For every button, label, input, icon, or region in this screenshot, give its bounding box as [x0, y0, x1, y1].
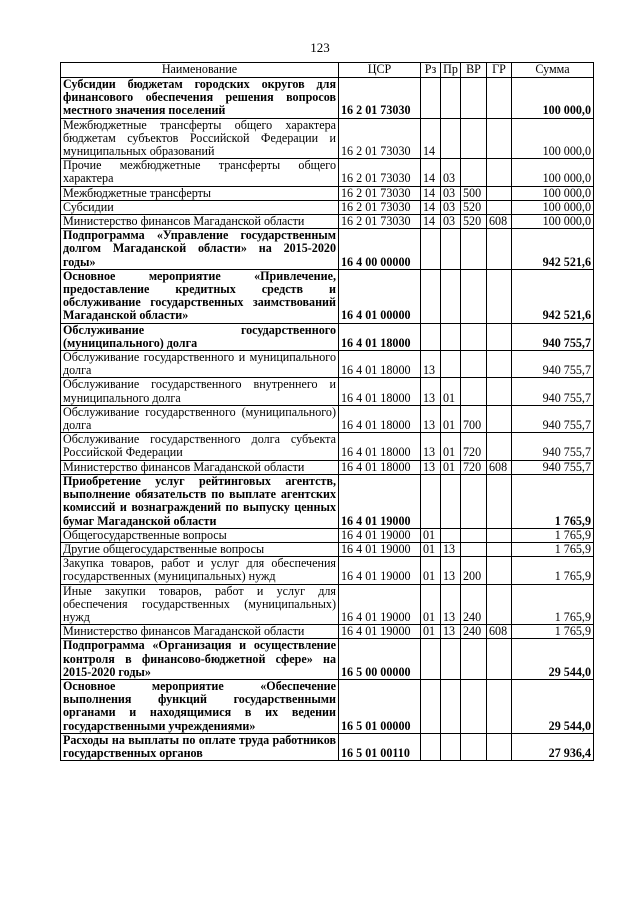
table-row	[61, 625, 594, 639]
row-pr: 03	[441, 159, 461, 186]
row-pr: 13	[441, 625, 461, 639]
row-name: Обслуживание государственного внутреннего и муниципального долга	[61, 378, 339, 405]
table-row	[61, 557, 594, 584]
header-rz: Рз	[421, 63, 441, 78]
table-row	[61, 733, 594, 760]
row-vr: 500	[461, 186, 487, 200]
row-csr-code: 16 4 01 18000	[339, 351, 421, 378]
row-name: Основное мероприятие «Привлечение, предоставление кредитных средств и обслуживание государственных заимствований Магаданской области»	[61, 269, 339, 323]
row-name: Прочие межбюджетные трансферты общего характера	[61, 159, 339, 186]
table-body	[61, 78, 594, 761]
row-pr	[441, 323, 461, 350]
row-name: Обслуживание государственного (муниципального) долга	[61, 405, 339, 432]
row-vr	[461, 351, 487, 378]
row-sum: 1 765,9	[512, 625, 594, 639]
row-vr: 720	[461, 460, 487, 474]
row-gr	[487, 528, 512, 542]
budget-table	[60, 62, 594, 761]
row-csr-code: 16 2 01 73030	[339, 159, 421, 186]
row-name: Подпрограмма «Организация и осуществление контроля в финансово-бюджетной сфере» на 2015-2020 годы»	[61, 639, 339, 680]
row-pr	[441, 351, 461, 378]
row-csr-code: 16 4 01 19000	[339, 528, 421, 542]
table-row	[61, 405, 594, 432]
row-gr	[487, 733, 512, 760]
table-row	[61, 78, 594, 119]
row-pr	[441, 733, 461, 760]
row-sum: 29 544,0	[512, 639, 594, 680]
row-sum: 100 000,0	[512, 118, 594, 159]
row-csr-code: 16 5 00 00000	[339, 639, 421, 680]
table-row	[61, 460, 594, 474]
row-vr	[461, 118, 487, 159]
row-vr	[461, 679, 487, 733]
row-name: Приобретение услуг рейтинговых агентств, выполнение обязательств по выплате агентских комиссий и вознаграждений по выпуску ценных бумаг Магаданской области	[61, 474, 339, 528]
row-pr: 13	[441, 542, 461, 556]
row-rz: 14	[421, 159, 441, 186]
row-rz	[421, 474, 441, 528]
row-rz	[421, 639, 441, 680]
row-csr-code: 16 2 01 73030	[339, 200, 421, 214]
row-gr: 608	[487, 460, 512, 474]
table-row	[61, 433, 594, 460]
row-sum: 940 755,7	[512, 351, 594, 378]
row-rz: 14	[421, 186, 441, 200]
row-vr: 720	[461, 433, 487, 460]
row-name: Закупка товаров, работ и услуг для обеспечения государственных (муниципальных) нужд	[61, 557, 339, 584]
row-pr	[441, 269, 461, 323]
row-vr: 700	[461, 405, 487, 432]
row-gr	[487, 557, 512, 584]
table-row	[61, 118, 594, 159]
row-gr	[487, 323, 512, 350]
row-name: Другие общегосударственные вопросы	[61, 542, 339, 556]
row-rz	[421, 78, 441, 119]
row-sum: 100 000,0	[512, 215, 594, 229]
row-pr: 13	[441, 584, 461, 625]
row-csr-code: 16 4 01 18000	[339, 433, 421, 460]
row-pr	[441, 229, 461, 270]
row-vr: 520	[461, 200, 487, 214]
row-rz: 14	[421, 200, 441, 214]
row-name: Обслуживание государственного (муниципального) долга	[61, 323, 339, 350]
row-vr	[461, 78, 487, 119]
row-rz: 14	[421, 118, 441, 159]
header-name: Наименование	[61, 63, 339, 78]
row-gr	[487, 269, 512, 323]
row-rz	[421, 323, 441, 350]
row-name: Министерство финансов Магаданской области	[61, 460, 339, 474]
table-row	[61, 186, 594, 200]
row-csr-code: 16 4 00 00000	[339, 229, 421, 270]
row-csr-code: 16 4 01 18000	[339, 378, 421, 405]
row-csr-code: 16 2 01 73030	[339, 118, 421, 159]
row-gr	[487, 351, 512, 378]
row-rz: 13	[421, 405, 441, 432]
row-pr: 01	[441, 378, 461, 405]
row-csr-code: 16 5 01 00110	[339, 733, 421, 760]
row-gr	[487, 584, 512, 625]
row-rz: 13	[421, 460, 441, 474]
row-name: Обслуживание государственного и муниципального долга	[61, 351, 339, 378]
row-rz: 13	[421, 351, 441, 378]
row-vr	[461, 528, 487, 542]
row-gr	[487, 186, 512, 200]
table-row	[61, 679, 594, 733]
row-name: Межбюджетные трансферты общего характера бюджетам субъектов Российской Федерации и муниципальных образований	[61, 118, 339, 159]
table-row	[61, 378, 594, 405]
table-row	[61, 528, 594, 542]
row-pr	[441, 78, 461, 119]
row-csr-code: 16 2 01 73030	[339, 78, 421, 119]
row-pr: 01	[441, 405, 461, 432]
row-sum: 940 755,7	[512, 405, 594, 432]
row-rz	[421, 229, 441, 270]
row-sum: 940 755,7	[512, 378, 594, 405]
row-pr	[441, 528, 461, 542]
row-vr	[461, 323, 487, 350]
header-pr: Пр	[441, 63, 461, 78]
row-vr: 240	[461, 625, 487, 639]
row-sum: 100 000,0	[512, 159, 594, 186]
table-row	[61, 159, 594, 186]
row-sum: 940 755,7	[512, 323, 594, 350]
row-gr: 608	[487, 215, 512, 229]
row-csr-code: 16 4 01 18000	[339, 323, 421, 350]
row-name: Обслуживание государственного долга субъекта Российской Федерации	[61, 433, 339, 460]
row-csr-code: 16 4 01 19000	[339, 584, 421, 625]
row-name: Расходы на выплаты по оплате труда работников государственных органов	[61, 733, 339, 760]
row-rz: 01	[421, 557, 441, 584]
row-csr-code: 16 4 01 19000	[339, 542, 421, 556]
row-csr-code: 16 4 01 18000	[339, 460, 421, 474]
row-name: Межбюджетные трансферты	[61, 186, 339, 200]
row-sum: 1 765,9	[512, 474, 594, 528]
table-row	[61, 215, 594, 229]
row-name: Подпрограмма «Управление государственным долгом Магаданской области» на 2015-2020 годы»	[61, 229, 339, 270]
table-row	[61, 351, 594, 378]
row-vr	[461, 542, 487, 556]
table-row	[61, 269, 594, 323]
row-gr	[487, 474, 512, 528]
row-rz: 01	[421, 528, 441, 542]
row-csr-code: 16 4 01 18000	[339, 405, 421, 432]
row-sum: 1 765,9	[512, 542, 594, 556]
row-vr	[461, 159, 487, 186]
header-vr: ВР	[461, 63, 487, 78]
row-name: Основное мероприятие «Обеспечение выполнения функций государственными органами и находящимися в их ведении государственными учреждениями»	[61, 679, 339, 733]
row-vr: 200	[461, 557, 487, 584]
row-gr	[487, 639, 512, 680]
row-csr-code: 16 5 01 00000	[339, 679, 421, 733]
row-sum: 1 765,9	[512, 528, 594, 542]
row-rz: 01	[421, 584, 441, 625]
row-vr	[461, 733, 487, 760]
row-pr: 03	[441, 215, 461, 229]
row-sum: 940 755,7	[512, 433, 594, 460]
row-csr-code: 16 2 01 73030	[339, 186, 421, 200]
row-name: Министерство финансов Магаданской области	[61, 625, 339, 639]
row-vr	[461, 474, 487, 528]
header-csr: ЦСР	[339, 63, 421, 78]
row-rz	[421, 679, 441, 733]
row-pr	[441, 474, 461, 528]
row-sum: 100 000,0	[512, 200, 594, 214]
row-gr	[487, 159, 512, 186]
row-pr	[441, 639, 461, 680]
row-name: Общегосударственные вопросы	[61, 528, 339, 542]
row-rz	[421, 733, 441, 760]
table-row	[61, 229, 594, 270]
row-sum: 942 521,6	[512, 229, 594, 270]
table-row	[61, 323, 594, 350]
row-vr	[461, 378, 487, 405]
row-gr	[487, 542, 512, 556]
row-pr	[441, 118, 461, 159]
table-row	[61, 639, 594, 680]
row-rz: 13	[421, 433, 441, 460]
row-rz: 01	[421, 542, 441, 556]
table-row	[61, 542, 594, 556]
row-csr-code: 16 4 01 19000	[339, 474, 421, 528]
row-rz: 14	[421, 215, 441, 229]
row-csr-code: 16 2 01 73030	[339, 215, 421, 229]
row-gr	[487, 118, 512, 159]
page-number: 123	[310, 40, 330, 55]
row-csr-code: 16 4 01 19000	[339, 625, 421, 639]
row-pr	[441, 679, 461, 733]
row-sum: 100 000,0	[512, 186, 594, 200]
row-gr	[487, 78, 512, 119]
table-header-row	[61, 63, 594, 78]
table-row	[61, 584, 594, 625]
row-pr: 03	[441, 186, 461, 200]
row-name: Субсидии	[61, 200, 339, 214]
row-csr-code: 16 4 01 00000	[339, 269, 421, 323]
row-name: Субсидии бюджетам городских округов для финансового обеспечения решения вопросов местного значения поселений	[61, 78, 339, 119]
row-sum: 942 521,6	[512, 269, 594, 323]
row-name: Министерство финансов Магаданской области	[61, 215, 339, 229]
row-sum: 1 765,9	[512, 557, 594, 584]
row-vr	[461, 229, 487, 270]
table-row	[61, 200, 594, 214]
row-sum: 27 936,4	[512, 733, 594, 760]
row-csr-code: 16 4 01 19000	[339, 557, 421, 584]
row-rz: 01	[421, 625, 441, 639]
row-gr: 608	[487, 625, 512, 639]
row-gr	[487, 229, 512, 270]
row-pr: 01	[441, 433, 461, 460]
row-pr: 13	[441, 557, 461, 584]
row-sum: 100 000,0	[512, 78, 594, 119]
row-gr	[487, 378, 512, 405]
row-sum: 1 765,9	[512, 584, 594, 625]
row-gr	[487, 200, 512, 214]
header-sum: Сумма	[512, 63, 594, 78]
row-pr: 03	[441, 200, 461, 214]
row-name: Иные закупки товаров, работ и услуг для обеспечения государственных (муниципальных) нужд	[61, 584, 339, 625]
header-gr: ГР	[487, 63, 512, 78]
row-vr: 520	[461, 215, 487, 229]
row-vr: 240	[461, 584, 487, 625]
row-vr	[461, 269, 487, 323]
table-row	[61, 474, 594, 528]
row-rz: 13	[421, 378, 441, 405]
row-sum: 29 544,0	[512, 679, 594, 733]
row-gr	[487, 433, 512, 460]
row-pr: 01	[441, 460, 461, 474]
row-vr	[461, 639, 487, 680]
row-sum: 940 755,7	[512, 460, 594, 474]
row-rz	[421, 269, 441, 323]
row-gr	[487, 405, 512, 432]
row-gr	[487, 679, 512, 733]
